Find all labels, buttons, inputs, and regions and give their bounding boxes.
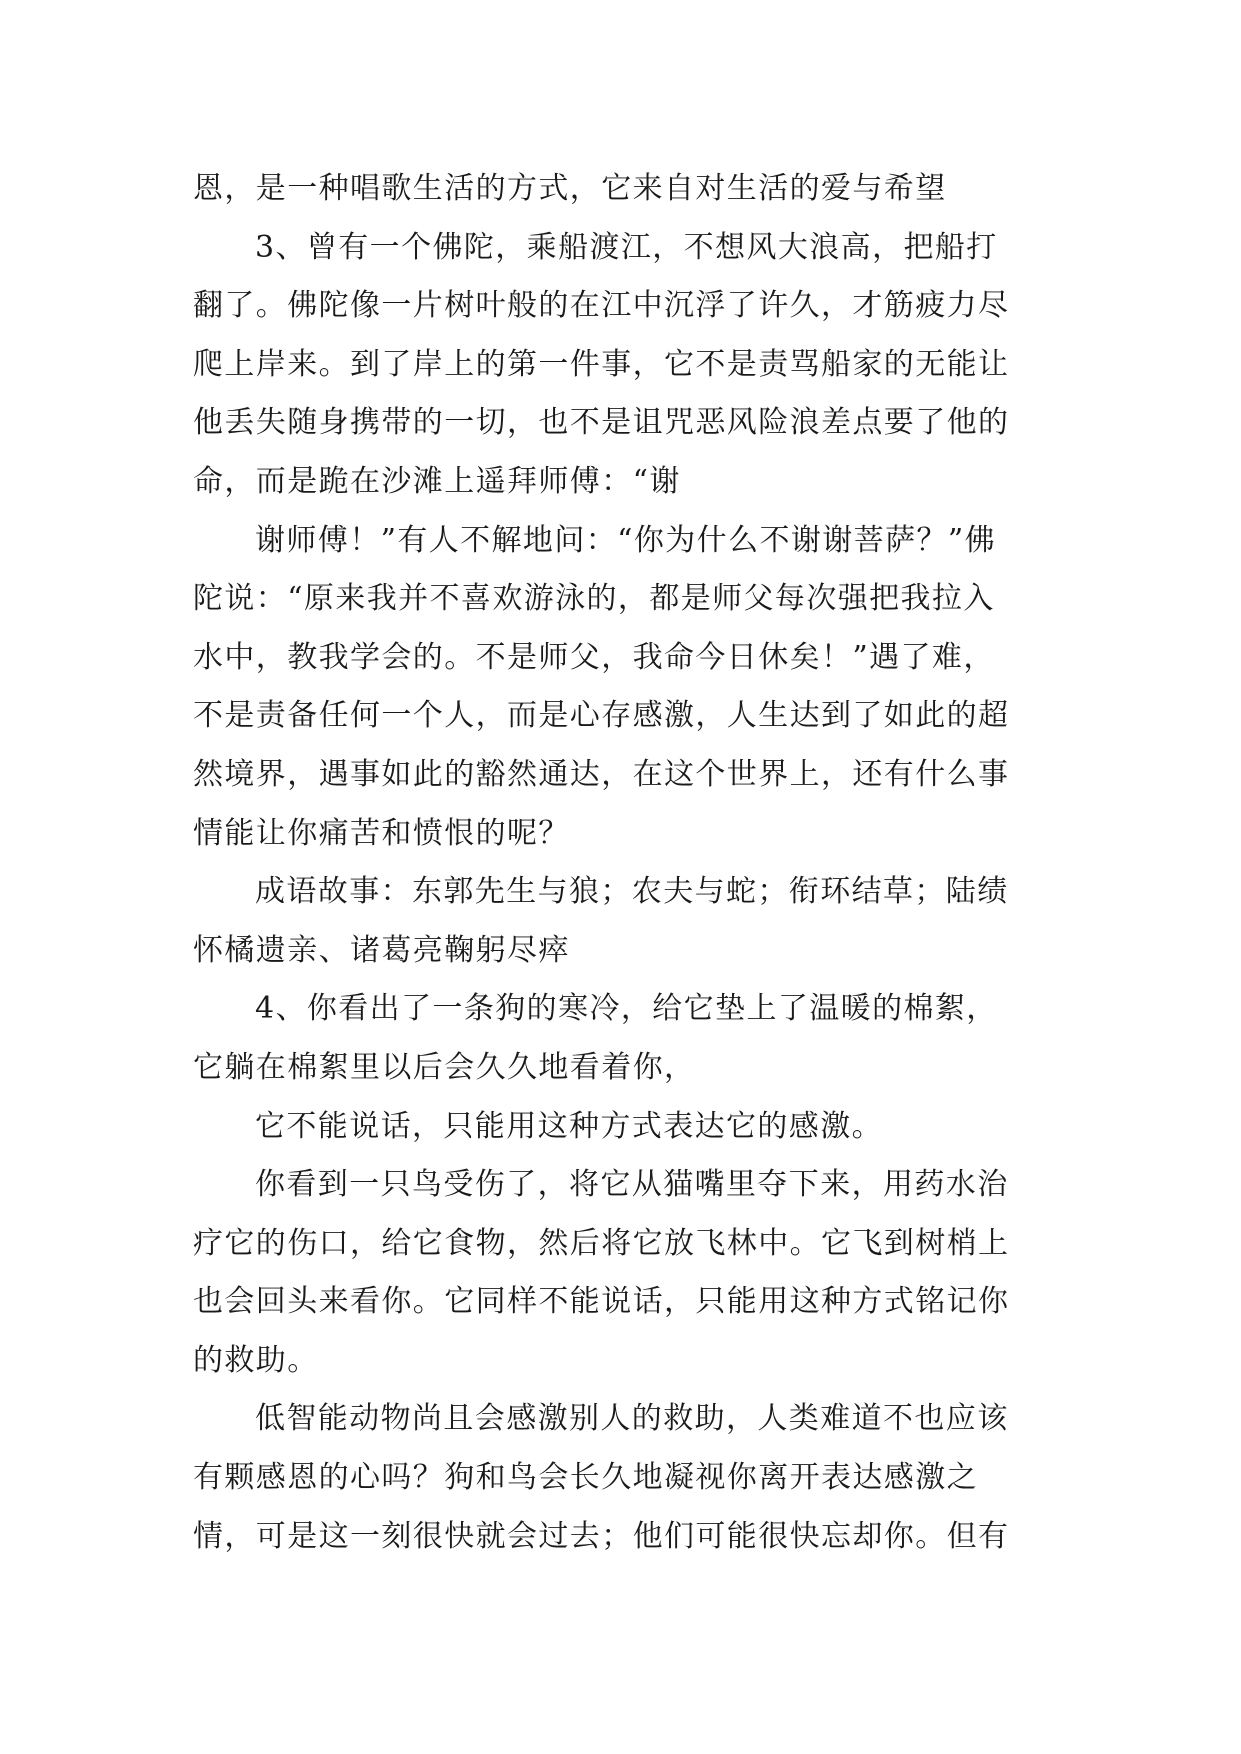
text-line: 它躺在棉絮里以后会久久地看着你， xyxy=(193,1049,696,1085)
text-line: 怀橘遗亲、诸葛亮鞠躬尽瘁 xyxy=(193,932,570,968)
text-line: 情能让你痛苦和愤恨的呢？ xyxy=(193,815,570,851)
text-line: 他丢失随身携带的一切，也不是诅咒恶风险浪差点要了他的 xyxy=(193,405,1010,441)
text-line: 成语故事：东郭先生与狼；农夫与蛇；衔环结草；陆绩 xyxy=(255,874,1009,910)
text-line: 有颗感恩的心吗？狗和鸟会长久地凝视你离开表达感激之 xyxy=(193,1460,978,1496)
text-line: 水中，教我学会的。不是师父，我命今日休矣！”遇了难， xyxy=(193,639,995,675)
text-line: 陀说：“原来我并不喜欢游泳的，都是师父每次强把我拉入 xyxy=(193,581,995,617)
text-line: 翻了。佛陀像一片树叶般的在江中沉浮了许久，才筋疲力尽 xyxy=(193,288,1010,324)
text-line: 命，而是跪在沙滩上遥拜师傅：“谢 xyxy=(193,463,681,499)
text-line: 你看到一只鸟受伤了，将它从猫嘴里夺下来，用药水治 xyxy=(255,1167,1009,1203)
text-line: 谢师傅！”有人不解地问：“你为什么不谢谢菩萨？”佛 xyxy=(255,522,997,558)
text-line: 然境界，遇事如此的豁然通达，在这个世界上，还有什么事 xyxy=(193,756,1010,792)
text-line: 恩，是一种唱歌生活的方式，它来自对生活的爱与希望 xyxy=(193,171,947,206)
text-line: 低智能动物尚且会感激别人的救助，人类难道不也应该 xyxy=(255,1401,1009,1437)
text-line: 情，可是这一刻很快就会过去；他们可能很快忘却你。但有 xyxy=(193,1518,1010,1554)
text-line: 不是责备任何一个人，而是心存感激，人生达到了如此的超 xyxy=(193,698,1010,734)
text-line: 的救助。 xyxy=(193,1342,319,1378)
text-line: 爬上岸来。到了岸上的第一件事，它不是责骂船家的无能让 xyxy=(193,346,1010,382)
document-body xyxy=(193,160,1053,1566)
text-line: 疗它的伤口，给它食物，然后将它放飞林中。它飞到树梢上 xyxy=(193,1225,1010,1261)
text-line: 3、曾有一个佛陀，乘船渡江，不想风大浪高，把船打 xyxy=(255,229,998,265)
text-line: 它不能说话，只能用这种方式表达它的感激。 xyxy=(255,1108,883,1144)
text-line: 也会回头来看你。它同样不能说话，只能用这种方式铭记你 xyxy=(193,1284,1010,1320)
text-line: 4、你看出了一条狗的寒冷，给它垫上了温暖的棉絮， xyxy=(255,991,998,1027)
